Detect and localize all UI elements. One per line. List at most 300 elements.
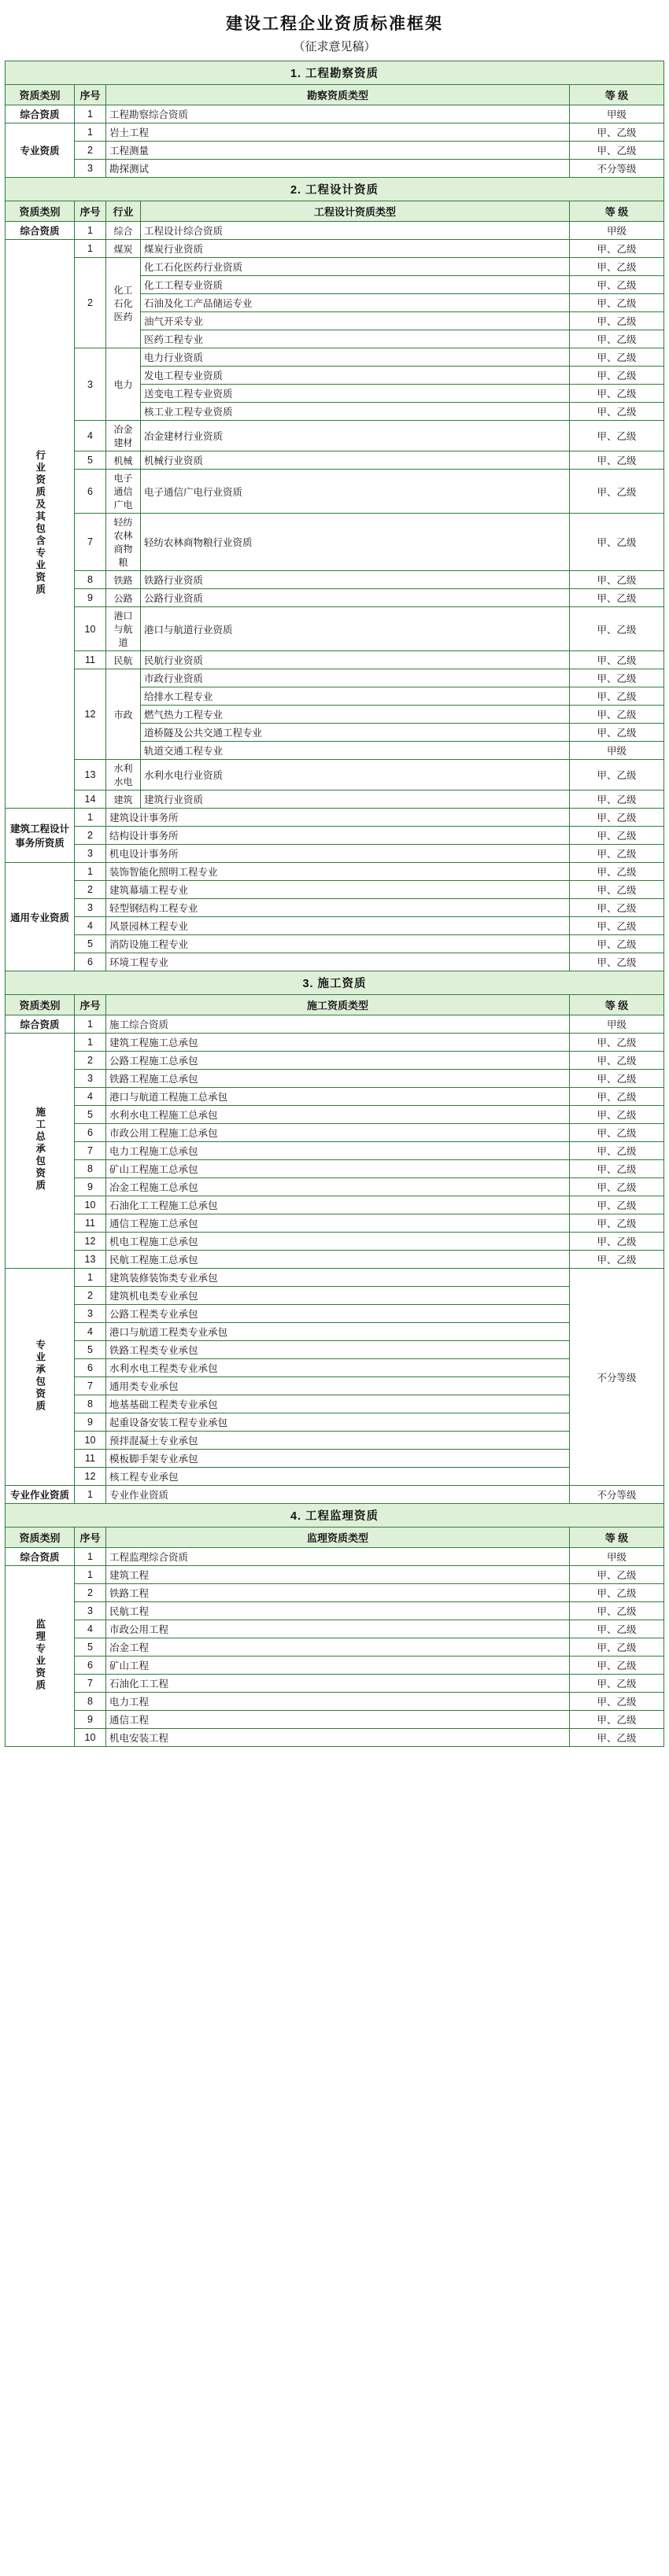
page-title: 建设工程企业资质标准框架 (226, 15, 443, 33)
category-cell: 综合资质 (6, 105, 75, 123)
row-no: 3 (75, 1070, 106, 1088)
qualification-type: 冶金建材行业资质 (141, 421, 570, 451)
table-row (6, 1566, 664, 1584)
grade-cell: 甲、乙级 (570, 589, 664, 607)
qualification-type: 专业作业资质 (106, 1486, 570, 1504)
table-row (6, 421, 664, 451)
row-no: 13 (75, 760, 106, 790)
grade-cell: 甲、乙级 (570, 651, 664, 669)
qualification-type: 机电工程施工总承包 (106, 1233, 570, 1251)
row-no: 5 (75, 1106, 106, 1124)
row-no: 3 (75, 1305, 106, 1323)
grade-cell: 甲、乙级 (570, 1693, 664, 1711)
qualification-type: 油气开采专业 (141, 312, 570, 330)
qualification-type: 矿山工程施工总承包 (106, 1160, 570, 1178)
column-header-category: 资质类别 (6, 201, 75, 222)
qualification-type: 电力行业资质 (141, 348, 570, 367)
row-no: 1 (75, 1269, 106, 1287)
row-no: 7 (75, 514, 106, 571)
row-no: 5 (75, 451, 106, 470)
grade-cell: 甲、乙级 (570, 1233, 664, 1251)
qualification-type: 结构设计事务所 (106, 827, 570, 845)
row-no: 4 (75, 917, 106, 935)
vertical-label: 专业承包资质 (34, 1339, 46, 1413)
table-row (6, 1468, 664, 1486)
qualification-type: 工程设计综合资质 (141, 222, 570, 240)
qualification-type: 民航行业资质 (141, 651, 570, 669)
qualification-type: 建筑工程施工总承包 (106, 1034, 570, 1052)
table-row (6, 1052, 664, 1070)
qualification-type: 市政行业资质 (141, 669, 570, 687)
row-no: 1 (75, 240, 106, 258)
qualification-type: 冶金工程 (106, 1638, 570, 1657)
column-header-grade: 等 级 (570, 995, 664, 1015)
table-row (6, 240, 664, 258)
table-row (6, 1305, 664, 1323)
row-no: 3 (75, 1602, 106, 1620)
table-row (6, 123, 664, 142)
row-no: 11 (75, 651, 106, 669)
qualification-type: 建筑设计事务所 (106, 809, 570, 827)
qualification-type: 燃气热力工程专业 (141, 706, 570, 724)
qualification-type: 市政公用工程施工总承包 (106, 1124, 570, 1142)
qualification-type: 建筑行业资质 (141, 790, 570, 809)
grade-cell: 甲、乙级 (570, 1620, 664, 1638)
column-header-type: 工程设计资质类型 (141, 201, 570, 222)
table-row (6, 1413, 664, 1432)
grade-cell: 甲、乙级 (570, 1088, 664, 1106)
row-no: 10 (75, 1729, 106, 1747)
qualification-type: 工程测量 (106, 142, 570, 160)
row-no: 1 (75, 863, 106, 881)
table-row (6, 1070, 664, 1088)
industry-cell: 市政 (106, 669, 141, 760)
column-header-grade: 等 级 (570, 201, 664, 222)
section-heading: 2. 工程设计资质 (6, 178, 664, 201)
qualification-type: 模板脚手架专业承包 (106, 1450, 570, 1468)
table-row (6, 1088, 664, 1106)
grade-cell: 甲、乙级 (570, 276, 664, 294)
table-row (6, 1359, 664, 1377)
row-no: 7 (75, 1142, 106, 1160)
qualification-type: 公路工程施工总承包 (106, 1052, 570, 1070)
grade-cell: 甲、乙级 (570, 1214, 664, 1233)
row-no: 6 (75, 953, 106, 971)
qualification-type: 机电设计事务所 (106, 845, 570, 863)
qualification-type: 道桥隧及公共交通工程专业 (141, 724, 570, 742)
grade-cell: 不分等级 (570, 1486, 664, 1504)
qualification-type: 通信工程 (106, 1711, 570, 1729)
table-row (6, 1106, 664, 1124)
table-row (6, 1341, 664, 1359)
table-row (6, 1323, 664, 1341)
table-row (6, 827, 664, 845)
qualification-type: 铁路工程类专业承包 (106, 1341, 570, 1359)
row-no: 2 (75, 1052, 106, 1070)
grade-cell: 甲、乙级 (570, 1070, 664, 1088)
industry-cell: 煤炭 (106, 240, 141, 258)
grade-cell: 甲、乙级 (570, 1034, 664, 1052)
grade-cell: 甲、乙级 (570, 142, 664, 160)
grade-cell: 甲、乙级 (570, 1142, 664, 1160)
qualification-type: 电子通信广电行业资质 (141, 470, 570, 514)
grade-cell: 甲、乙级 (570, 470, 664, 514)
section-heading: 4. 工程监理资质 (6, 1504, 664, 1528)
category-cell (6, 1034, 75, 1269)
table-row (6, 899, 664, 917)
grade-cell: 甲、乙级 (570, 451, 664, 470)
qualification-type: 公路行业资质 (141, 589, 570, 607)
table-row (6, 881, 664, 899)
qualification-type: 发电工程专业资质 (141, 367, 570, 385)
table-row (6, 760, 664, 790)
row-no: 3 (75, 845, 106, 863)
qualification-type: 风景园林工程专业 (106, 917, 570, 935)
industry-cell: 冶金建材 (106, 421, 141, 451)
grade-cell: 甲级 (570, 1015, 664, 1034)
category-cell: 通用专业资质 (6, 863, 75, 971)
qualification-type: 给排水工程专业 (141, 687, 570, 706)
grade-cell: 甲、乙级 (570, 1638, 664, 1657)
table-row (6, 917, 664, 935)
industry-cell: 轻纺农林商物粮 (106, 514, 141, 571)
grade-cell: 甲、乙级 (570, 330, 664, 348)
row-no: 4 (75, 1088, 106, 1106)
section-heading-row (6, 61, 664, 85)
qualification-type: 化工工程专业资质 (141, 276, 570, 294)
table-row (6, 1160, 664, 1178)
table-row (6, 1486, 664, 1504)
row-no: 10 (75, 1196, 106, 1214)
grade-cell: 甲、乙级 (570, 514, 664, 571)
qualification-type: 工程监理综合资质 (106, 1548, 570, 1566)
grade-cell: 甲、乙级 (570, 367, 664, 385)
row-no: 13 (75, 1251, 106, 1269)
table-row (6, 1602, 664, 1620)
grade-cell: 甲、乙级 (570, 385, 664, 403)
table-row (6, 1711, 664, 1729)
table-row (6, 607, 664, 651)
qualification-type: 核工业工程专业资质 (141, 403, 570, 421)
grade-cell: 不分等级 (570, 160, 664, 178)
row-no: 6 (75, 470, 106, 514)
qualification-type: 化工石化医药行业资质 (141, 258, 570, 276)
qualification-type: 港口与航道工程类专业承包 (106, 1323, 570, 1341)
row-no: 1 (75, 1486, 106, 1504)
grade-cell: 甲、乙级 (570, 571, 664, 589)
row-no: 3 (75, 899, 106, 917)
qualification-type: 港口与航道工程施工总承包 (106, 1088, 570, 1106)
industry-cell: 港口与航道 (106, 607, 141, 651)
table-row (6, 160, 664, 178)
grade-cell: 甲、乙级 (570, 1657, 664, 1675)
grade-cell: 甲、乙级 (570, 1251, 664, 1269)
qualification-type: 送变电工程专业资质 (141, 385, 570, 403)
table-row (6, 348, 664, 367)
qualification-type: 民航工程 (106, 1602, 570, 1620)
qualification-type: 环境工程专业 (106, 953, 570, 971)
table-row (6, 845, 664, 863)
row-no: 9 (75, 1413, 106, 1432)
row-no: 7 (75, 1377, 106, 1395)
qualification-type: 电力工程 (106, 1693, 570, 1711)
vertical-label: 监理专业资质 (34, 1618, 46, 1692)
column-header-type: 监理资质类型 (106, 1528, 570, 1548)
category-cell (6, 240, 75, 809)
row-no: 7 (75, 1675, 106, 1693)
row-no: 12 (75, 669, 106, 760)
row-no: 3 (75, 160, 106, 178)
row-no: 10 (75, 607, 106, 651)
qualification-type: 通用类专业承包 (106, 1377, 570, 1395)
row-no: 4 (75, 421, 106, 451)
row-no: 4 (75, 1323, 106, 1341)
qualification-type: 通信工程施工总承包 (106, 1214, 570, 1233)
qualification-type: 地基基础工程类专业承包 (106, 1395, 570, 1413)
row-no: 2 (75, 827, 106, 845)
column-header-no: 序号 (75, 1528, 106, 1548)
table-row (6, 1729, 664, 1747)
table-row (6, 1251, 664, 1269)
qualification-type: 施工综合资质 (106, 1015, 570, 1034)
grade-cell: 甲、乙级 (570, 917, 664, 935)
qualification-type: 铁路工程施工总承包 (106, 1070, 570, 1088)
industry-cell: 机械 (106, 451, 141, 470)
column-header-grade: 等 级 (570, 1528, 664, 1548)
row-no: 1 (75, 105, 106, 123)
row-no: 2 (75, 1287, 106, 1305)
category-cell: 综合资质 (6, 222, 75, 240)
category-cell: 专业资质 (6, 123, 75, 178)
row-no: 12 (75, 1468, 106, 1486)
table-row (6, 589, 664, 607)
table-row (6, 571, 664, 589)
table-row (6, 1142, 664, 1160)
industry-cell: 化工石化医药 (106, 258, 141, 348)
row-no: 1 (75, 1566, 106, 1584)
grade-cell: 甲、乙级 (570, 421, 664, 451)
row-no: 9 (75, 1178, 106, 1196)
page-subtitle: （征求意见稿） (293, 40, 376, 53)
grade-cell: 甲、乙级 (570, 312, 664, 330)
industry-cell: 建筑 (106, 790, 141, 809)
grade-cell: 甲、乙级 (570, 1196, 664, 1214)
qualification-type: 石油化工工程 (106, 1675, 570, 1693)
table-row (6, 1638, 664, 1657)
qualification-type: 铁路行业资质 (141, 571, 570, 589)
row-no: 3 (75, 348, 106, 421)
column-header-no: 序号 (75, 995, 106, 1015)
row-no: 4 (75, 1620, 106, 1638)
grade-cell: 甲、乙级 (570, 863, 664, 881)
row-no: 11 (75, 1450, 106, 1468)
table-row (6, 142, 664, 160)
qualification-type: 水利水电行业资质 (141, 760, 570, 790)
qualification-type: 起重设备安装工程专业承包 (106, 1413, 570, 1432)
table-row (6, 1450, 664, 1468)
row-no: 6 (75, 1124, 106, 1142)
grade-cell: 甲级 (570, 742, 664, 760)
qualification-type: 市政公用工程 (106, 1620, 570, 1638)
column-header-grade: 等 级 (570, 85, 664, 105)
table-row (6, 1377, 664, 1395)
row-no: 1 (75, 1015, 106, 1034)
section-heading-row (6, 971, 664, 995)
table-row (6, 953, 664, 971)
table-row (6, 790, 664, 809)
table-row (6, 935, 664, 953)
column-header-row (6, 1528, 664, 1548)
qualification-type: 核工程专业承包 (106, 1468, 570, 1486)
qualification-type: 消防设施工程专业 (106, 935, 570, 953)
grade-cell: 甲、乙级 (570, 935, 664, 953)
row-no: 2 (75, 1584, 106, 1602)
column-header-category: 资质类别 (6, 85, 75, 105)
qualification-type: 轻型钢结构工程专业 (106, 899, 570, 917)
grade-cell: 甲、乙级 (570, 881, 664, 899)
vertical-label: 施工总承包资质 (34, 1107, 46, 1192)
grade-cell: 甲、乙级 (570, 607, 664, 651)
grade-cell: 甲、乙级 (570, 403, 664, 421)
row-no: 1 (75, 123, 106, 142)
industry-cell: 民航 (106, 651, 141, 669)
grade-cell: 甲、乙级 (570, 1602, 664, 1620)
row-no: 1 (75, 1548, 106, 1566)
table-row (6, 1034, 664, 1052)
column-header-type: 勘察资质类型 (106, 85, 570, 105)
table-row (6, 105, 664, 123)
column-header-category: 资质类别 (6, 1528, 75, 1548)
row-no: 9 (75, 1711, 106, 1729)
row-no: 8 (75, 1395, 106, 1413)
row-no: 9 (75, 589, 106, 607)
table-row (6, 1584, 664, 1602)
table-row (6, 258, 664, 276)
qualification-type: 工程勘察综合资质 (106, 105, 570, 123)
grade-cell: 甲、乙级 (570, 1052, 664, 1070)
category-cell: 综合资质 (6, 1548, 75, 1566)
qualification-type: 石油化工工程施工总承包 (106, 1196, 570, 1214)
qualification-type: 港口与航道行业资质 (141, 607, 570, 651)
grade-cell: 甲、乙级 (570, 1675, 664, 1693)
grade-cell: 甲级 (570, 222, 664, 240)
row-no: 6 (75, 1359, 106, 1377)
table-row (6, 1675, 664, 1693)
grade-cell: 甲级 (570, 1548, 664, 1566)
row-no: 2 (75, 881, 106, 899)
row-no: 2 (75, 142, 106, 160)
grade-cell: 甲、乙级 (570, 294, 664, 312)
grade-cell: 不分等级 (570, 1269, 664, 1486)
table-row (6, 1657, 664, 1675)
row-no: 5 (75, 1638, 106, 1657)
table-row (6, 514, 664, 571)
qualification-type: 机电安装工程 (106, 1729, 570, 1747)
section-heading: 1. 工程勘察资质 (6, 61, 664, 85)
column-header-no: 序号 (75, 201, 106, 222)
grade-cell: 甲、乙级 (570, 845, 664, 863)
grade-cell: 甲、乙级 (570, 669, 664, 687)
qualification-type: 石油及化工产品储运专业 (141, 294, 570, 312)
row-no: 1 (75, 1034, 106, 1052)
category-cell: 建筑工程设计事务所资质 (6, 809, 75, 863)
grade-cell: 甲、乙级 (570, 123, 664, 142)
row-no: 1 (75, 809, 106, 827)
grade-cell: 甲、乙级 (570, 953, 664, 971)
table-row (6, 1432, 664, 1450)
category-cell: 综合资质 (6, 1015, 75, 1034)
grade-cell: 甲、乙级 (570, 1711, 664, 1729)
grade-cell: 甲、乙级 (570, 790, 664, 809)
table-row (6, 651, 664, 669)
qualification-type: 电力工程施工总承包 (106, 1142, 570, 1160)
vertical-label: 行业资质及其包含专业资质 (34, 449, 46, 596)
table-row (6, 1124, 664, 1142)
table-row (6, 1196, 664, 1214)
industry-cell: 铁路 (106, 571, 141, 589)
table-row (6, 863, 664, 881)
category-cell (6, 1269, 75, 1486)
grade-cell: 甲、乙级 (570, 760, 664, 790)
grade-cell: 甲、乙级 (570, 1106, 664, 1124)
column-header-row (6, 201, 664, 222)
qualification-type: 轨道交通工程专业 (141, 742, 570, 760)
row-no: 8 (75, 571, 106, 589)
row-no: 10 (75, 1432, 106, 1450)
grade-cell: 甲、乙级 (570, 1124, 664, 1142)
table-row (6, 1620, 664, 1638)
column-header-category: 资质类别 (6, 995, 75, 1015)
table-row (6, 1269, 664, 1287)
qualification-type: 建筑幕墙工程专业 (106, 881, 570, 899)
grade-cell: 甲、乙级 (570, 1178, 664, 1196)
qualification-type: 水利水电工程施工总承包 (106, 1106, 570, 1124)
row-no: 1 (75, 222, 106, 240)
grade-cell: 甲、乙级 (570, 687, 664, 706)
grade-cell: 甲、乙级 (570, 706, 664, 724)
qualification-type: 医药工程专业 (141, 330, 570, 348)
industry-cell: 公路 (106, 589, 141, 607)
row-no: 8 (75, 1693, 106, 1711)
qualification-framework-table (5, 61, 664, 1747)
qualification-type: 机械行业资质 (141, 451, 570, 470)
qualification-type: 装饰智能化照明工程专业 (106, 863, 570, 881)
qualification-type: 民航工程施工总承包 (106, 1251, 570, 1269)
row-no: 11 (75, 1214, 106, 1233)
table-row (6, 1548, 664, 1566)
section-heading: 3. 施工资质 (6, 971, 664, 995)
table-row (6, 1178, 664, 1196)
category-cell: 专业作业资质 (6, 1486, 75, 1504)
qualification-type: 矿山工程 (106, 1657, 570, 1675)
table-row (6, 451, 664, 470)
industry-cell: 电子通信广电 (106, 470, 141, 514)
row-no: 12 (75, 1233, 106, 1251)
column-header-industry: 行业 (106, 201, 141, 222)
grade-cell: 甲、乙级 (570, 809, 664, 827)
qualification-type: 铁路工程 (106, 1584, 570, 1602)
table-row (6, 809, 664, 827)
grade-cell: 甲、乙级 (570, 724, 664, 742)
qualification-type: 岩土工程 (106, 123, 570, 142)
qualification-type: 水利水电工程类专业承包 (106, 1359, 570, 1377)
row-no: 5 (75, 935, 106, 953)
qualification-type: 冶金工程施工总承包 (106, 1178, 570, 1196)
table-row (6, 1287, 664, 1305)
qualification-type: 煤炭行业资质 (141, 240, 570, 258)
qualification-type: 建筑装修装饰类专业承包 (106, 1269, 570, 1287)
table-row (6, 1233, 664, 1251)
